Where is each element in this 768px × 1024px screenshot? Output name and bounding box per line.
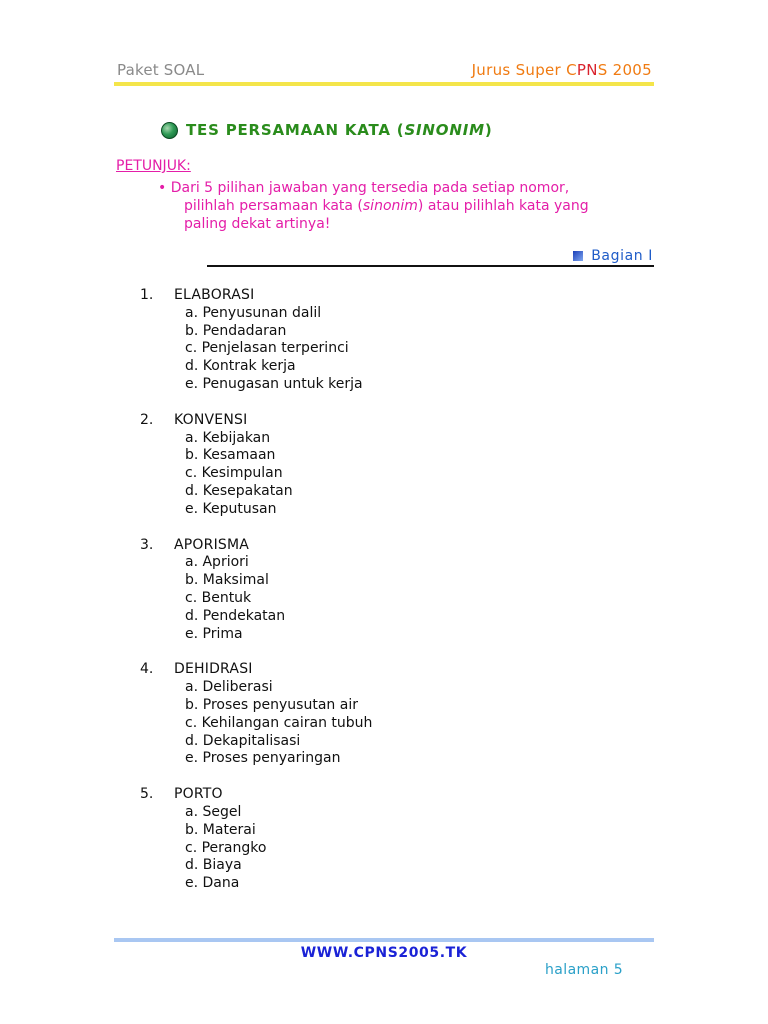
section-heading bbox=[573, 248, 653, 264]
answer-option: b. Proses penyusutan air bbox=[185, 696, 358, 713]
answer-option: e. Prima bbox=[185, 625, 243, 642]
answer-option: d. Kesepakatan bbox=[185, 482, 293, 499]
test-title-italic: SINONIM bbox=[404, 121, 485, 139]
test-title-prefix: TES PERSAMAAN KATA ( bbox=[186, 121, 405, 139]
answer-option: b. Maksimal bbox=[185, 572, 269, 589]
question-number: 4. bbox=[140, 661, 154, 678]
question-word: ELABORASI bbox=[174, 287, 255, 303]
answer-option: a. Segel bbox=[185, 803, 242, 820]
instructions-text bbox=[158, 179, 658, 233]
question-word: PORTO bbox=[174, 786, 223, 803]
header-rule bbox=[114, 82, 654, 86]
instructions-label: PETUNJUK: bbox=[116, 158, 191, 174]
answer-option: d. Dekapitalisasi bbox=[185, 732, 301, 749]
section-label: Bagian I bbox=[591, 248, 653, 264]
footer-rule bbox=[114, 938, 654, 942]
page-number: halaman 5 bbox=[545, 962, 623, 978]
footer-website-link[interactable]: WWW.CPNS2005.TK bbox=[300, 945, 468, 961]
answer-option: d. Kontrak kerja bbox=[185, 358, 296, 375]
question-item bbox=[140, 537, 660, 644]
answer-option: a. Kebijakan bbox=[185, 429, 271, 446]
answer-option: c. Perangko bbox=[185, 839, 267, 856]
question-item bbox=[140, 287, 660, 394]
test-title-suffix: ) bbox=[484, 121, 493, 139]
header-doc-label: Paket SOAL bbox=[117, 61, 205, 79]
instructions-line-2 bbox=[158, 197, 658, 215]
instructions-line-1: • Dari 5 pilihan jawaban yang tersedia pada setiap nomor, bbox=[158, 180, 570, 196]
question-item bbox=[140, 661, 660, 768]
answer-option: e. Proses penyaringan bbox=[185, 750, 341, 767]
header-book-title-a: Jurus Super C bbox=[471, 61, 577, 79]
section-rule bbox=[207, 265, 654, 267]
answer-option: b. Kesamaan bbox=[185, 447, 276, 464]
instructions-line-2c: ) atau pilihlah kata yang bbox=[417, 198, 589, 214]
header-book-title-pn: PN bbox=[576, 61, 598, 79]
question-number: 1. bbox=[140, 287, 154, 303]
question-item bbox=[140, 412, 660, 519]
answer-option: b. Materai bbox=[185, 821, 256, 838]
answer-option: c. Penjelasan terperinci bbox=[185, 340, 349, 357]
square-bullet-icon bbox=[573, 251, 583, 261]
answer-option: c. Bentuk bbox=[185, 589, 252, 606]
answer-option: b. Pendadaran bbox=[185, 322, 287, 339]
answer-option: a. Penyusunan dalil bbox=[185, 304, 322, 321]
answer-option: c. Kehilangan cairan tubuh bbox=[185, 714, 373, 731]
answer-option: d. Biaya bbox=[185, 857, 242, 874]
question-word: DEHIDRASI bbox=[174, 661, 253, 678]
header-book-title bbox=[472, 61, 652, 79]
header-book-title-c: S 2005 bbox=[597, 61, 652, 79]
instructions-line-2-italic: sinonim bbox=[362, 198, 418, 214]
question-list bbox=[140, 287, 660, 911]
answer-option: d. Pendekatan bbox=[185, 607, 286, 624]
globe-icon bbox=[161, 122, 178, 139]
section-title-row bbox=[161, 121, 492, 139]
answer-option: e. Penugasan untuk kerja bbox=[185, 375, 363, 392]
answer-option: a. Deliberasi bbox=[185, 679, 273, 696]
test-title bbox=[186, 121, 492, 139]
question-word: APORISMA bbox=[174, 536, 250, 553]
answer-option: a. Apriori bbox=[185, 554, 249, 571]
question-number: 2. bbox=[140, 411, 154, 428]
instructions-line-3: paling dekat artinya! bbox=[184, 216, 331, 232]
question-number: 5. bbox=[140, 786, 154, 803]
instructions-line-2a: pilihlah persamaan kata ( bbox=[184, 198, 363, 214]
answer-option: e. Keputusan bbox=[185, 500, 277, 517]
answer-option: e. Dana bbox=[185, 875, 240, 892]
answer-option: c. Kesimpulan bbox=[185, 465, 283, 482]
question-number: 3. bbox=[140, 536, 154, 553]
question-word: KONVENSI bbox=[174, 411, 248, 428]
question-item bbox=[140, 786, 660, 893]
